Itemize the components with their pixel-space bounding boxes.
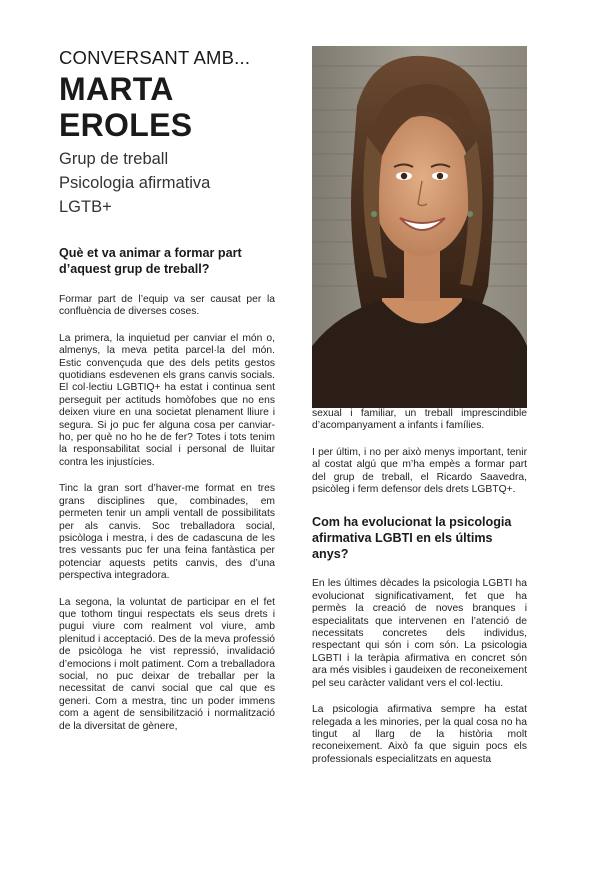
subtitle-line3: LGTB+	[59, 198, 112, 216]
left-column	[59, 46, 275, 733]
question-heading-2: Com ha evolucionat la psicologia afirmativa LGBTI en els últims anys?	[312, 515, 512, 562]
portrait-illustration	[312, 46, 527, 408]
right-column	[312, 46, 527, 766]
subtitle-line1: Grup de treball	[59, 150, 169, 168]
name-last: EROLES	[59, 107, 193, 143]
paragraph: Formar part de l’equip va ser causat per la confluència de diverses coses.	[59, 294, 275, 318]
paragraph: Tinc la gran sort d’haver-me format en tres grans disciplines que, combinades, em permeten tenir un ampli ventall de possibilitats per als canvis. Soc treballadora social, psicòloga i mestra, i des de cadascuna de les tres vessants puc fer una feina fantàstica per potenciar aquests petits canvis, des d’una perspectiva integradora.	[59, 483, 275, 582]
paragraph: La segona, la voluntat de participar en el fet que tothom tingui respectats els seus drets i pugui viure com realment vol viure, amb plenitud i acceptació. Des de la meva professió de psicòloga he vist repressió, invalidació d’emocions i molt patiment. Com a treballadora social, no puc deixar de treballar per la necessitat de canvi social que cal que es generi. Com a mestra, tinc un poder immens com a agent de sensibilització i normalització de la diversitat de gènere,	[59, 596, 275, 732]
paragraph: sexual i familiar, un treball imprescindible d’acompanyament a infants i famílies.	[312, 408, 527, 432]
paragraph: La psicologia afirmativa sempre ha estat relegada a les minories, per la qual cosa no ha tingut al llarg de la història molt reconeixement. Això fa que siguin pocs els professionals especialitzats en aquesta	[312, 704, 527, 765]
paragraph: En les últimes dècades la psicologia LGBTI ha evolucionat significativament, fet que ha permès la creació de noves branques i especialitats que intervenen en l’atenció de necessitats concretes dels individus, respectant qui són i com són. La psicologia LGBTI i la teràpia afirmativa en concret són ara més visibles i gaudeixen de reconeixement pel seu caràcter validant vers el col·lectiu.	[312, 578, 527, 689]
paragraph: I per últim, i no per això menys important, tenir al costat algú que m’ha empès a formar part del grup de treball, el Ricardo Saavedra, psicòleg i ferm defensor dels drets LGBTQ+.	[312, 446, 527, 496]
subtitle-line2: Psicologia afirmativa	[59, 174, 211, 192]
name-first: MARTA	[59, 71, 174, 107]
paragraph: La primera, la inquietud per canviar el món o, almenys, la meva petita parcel·la del món. Estic convençuda que des dels petits gestos quotidians esdevenen els grans canvis socials. El col·lectiu LGBTIQ+ ha estat i continua sent perseguit per actituds homòfobes que no ens deixen viure en una societat plenament lliure i segura. Si jo puc fer alguna cosa per canviar-ho, per què no ho he de fer? Totes i tots tenim la responsabilitat social i personal de lluitar contra les injustícies.	[59, 332, 275, 468]
subtitle	[59, 147, 275, 219]
kicker: CONVERSANT AMB...	[59, 47, 251, 68]
portrait-photo	[312, 46, 527, 408]
question-heading-1: Què et va animar a formar part d’aquest grup de treball?	[59, 246, 242, 276]
